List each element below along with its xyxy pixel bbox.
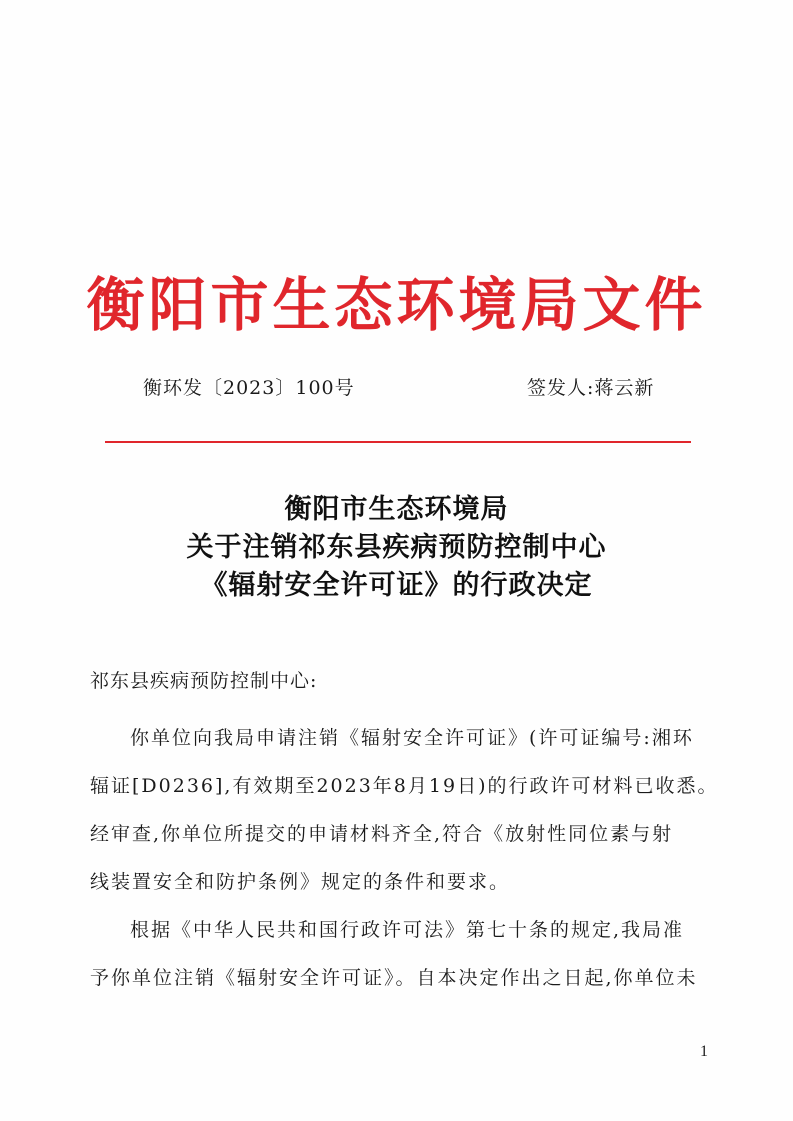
- paragraph-line: 辐证[D0236],有效期至2023年8月19日)的行政许可材料已收悉。: [90, 775, 719, 797]
- org-header-title: 衡阳市生态环境局文件: [86, 271, 707, 339]
- recipient: 祁东县疾病预防控制中心:: [90, 670, 318, 692]
- paragraph-line: 线装置安全和防护条例》规定的条件和要求。: [90, 871, 511, 893]
- paragraph-line: 经审查,你单位所提交的申请材料齐全,符合《放射性同位素与射: [90, 823, 674, 845]
- header-divider: [105, 441, 691, 443]
- signer: 签发人:蒋云新: [527, 377, 655, 399]
- title-line: 《辐射安全许可证》的行政决定: [200, 570, 593, 601]
- paragraph: [90, 714, 719, 906]
- title-line: 关于注销祁东县疾病预防控制中心: [186, 532, 607, 563]
- paragraph: [90, 906, 710, 1002]
- paragraph-line: 你单位向我局申请注销《辐射安全许可证》(许可证编号:湘环: [130, 727, 694, 749]
- paragraph-line: 予你单位注销《辐射安全许可证》。自本决定作出之日起,你单位未: [90, 967, 698, 989]
- title-line: 衡阳市生态环境局: [284, 494, 509, 525]
- paragraph-line: 根据《中华人民共和国行政许可法》第七十条的规定,我局准: [130, 919, 685, 941]
- document-title: [0, 491, 793, 605]
- page-number: 1: [700, 1043, 708, 1060]
- document-number: 衡环发〔2023〕100号: [143, 377, 355, 399]
